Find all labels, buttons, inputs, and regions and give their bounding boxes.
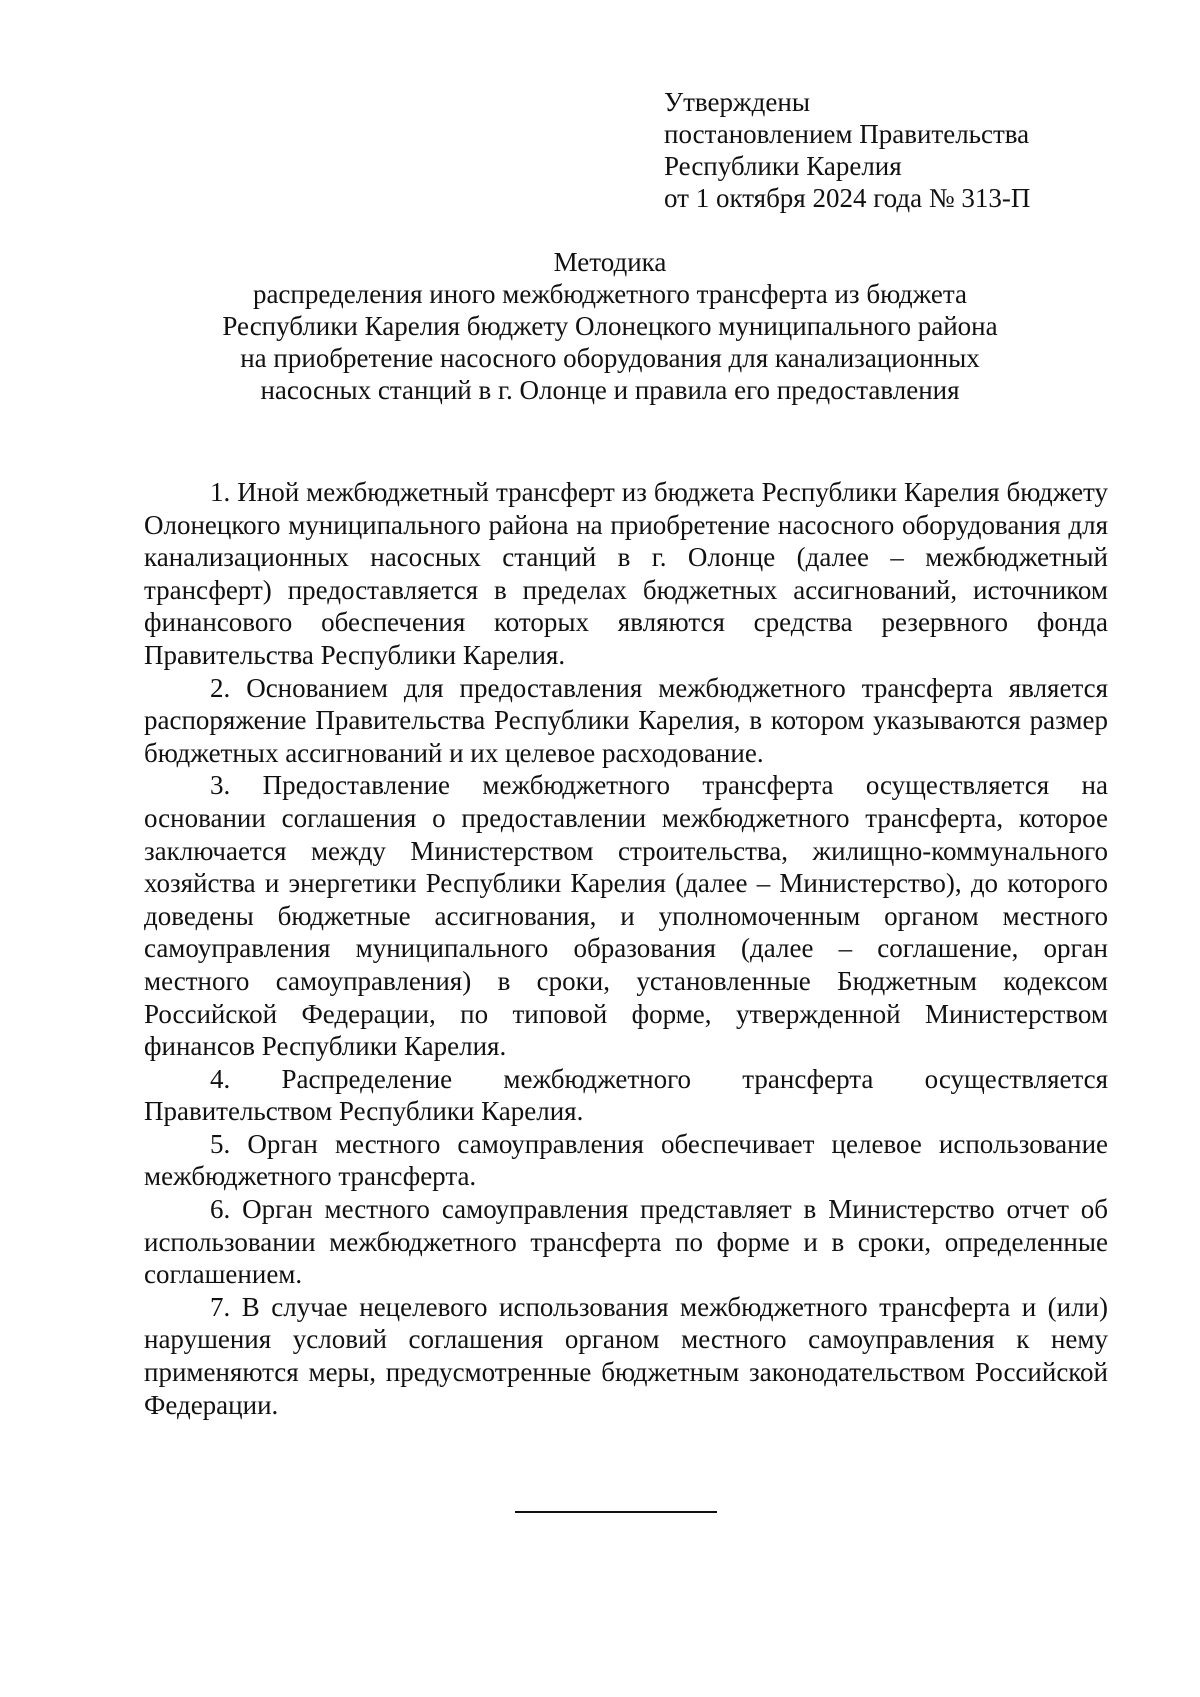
document-title (120, 246, 1100, 406)
title-line-4: насосных станций в г. Олонце и правила его предоставления (260, 375, 960, 405)
paragraph-4: 4. Распределение межбюджетного трансферта осуществляется Правительством Республики Карелия. (144, 1063, 1108, 1127)
paragraph-3: 3. Предоставление межбюджетного трансферта осуществляется на основании соглашения о предоставлении межбюджетного трансферта, которое заключается между Министерством строительства, жилищно-коммунального хозяйства и энергетики Республики Карелия (далее – Министерство), до которого доведены бюджетные ассигнования, и уполномоченным органом местного самоуправления муниципального образования (далее – соглашение, орган местного самоуправления) в сроки, установленные Бюджетным кодексом Российской Федерации, по типовой форме, утвержденной Министерством финансов Республики Карелия. (144, 770, 1108, 1062)
title-line-3: на приобретение насосного оборудования для канализационных (240, 343, 980, 373)
paragraph-1: 1. Иной межбюджетный трансферт из бюджета Республики Карелия бюджету Олонецкого муниципального района на приобретение насосного оборудования для канализационных насосных станций в г. Олонце (далее – межбюджетный трансферт) предоставляется в пределах бюджетных ассигнований, источником финансового обеспечения которых являются средства резервного фонда Правительства Республики Карелия. (144, 477, 1108, 670)
document-body (144, 476, 1108, 1421)
title-line-1: распределения иного межбюджетного трансферта из бюджета (252, 279, 968, 309)
approval-line-3: Республики Карелия (664, 151, 902, 181)
title-heading: Методика (553, 247, 667, 277)
approval-line-2: постановлением Правительства (664, 119, 1030, 149)
approval-line-4: от 1 октября 2024 года № 313-П (664, 183, 1031, 213)
approval-stamp-block (664, 86, 1030, 214)
title-line-2: Республики Карелия бюджету Олонецкого муниципального района (222, 311, 998, 341)
paragraph-5: 5. Орган местного самоуправления обеспечивает целевое использование межбюджетного трансферта. (144, 1128, 1108, 1192)
closing-divider-line (515, 1511, 717, 1513)
paragraph-7: 7. В случае нецелевого использования межбюджетного трансферта и (или) нарушения условий соглашения органом местного самоуправления к нему применяются меры, предусмотренные бюджетным законодательством Российской Федерации. (144, 1291, 1108, 1420)
approval-line-1: Утверждены (664, 87, 810, 117)
paragraph-2: 2. Основанием для предоставления межбюджетного трансферта является распоряжение Правительства Республики Карелия, в котором указываются размер бюджетных ассигнований и их целевое расходование. (144, 672, 1108, 768)
paragraph-6: 6. Орган местного самоуправления представляет в Министерство отчет об использовании межбюджетного трансферта по форме и в сроки, определенные соглашением. (144, 1194, 1108, 1290)
